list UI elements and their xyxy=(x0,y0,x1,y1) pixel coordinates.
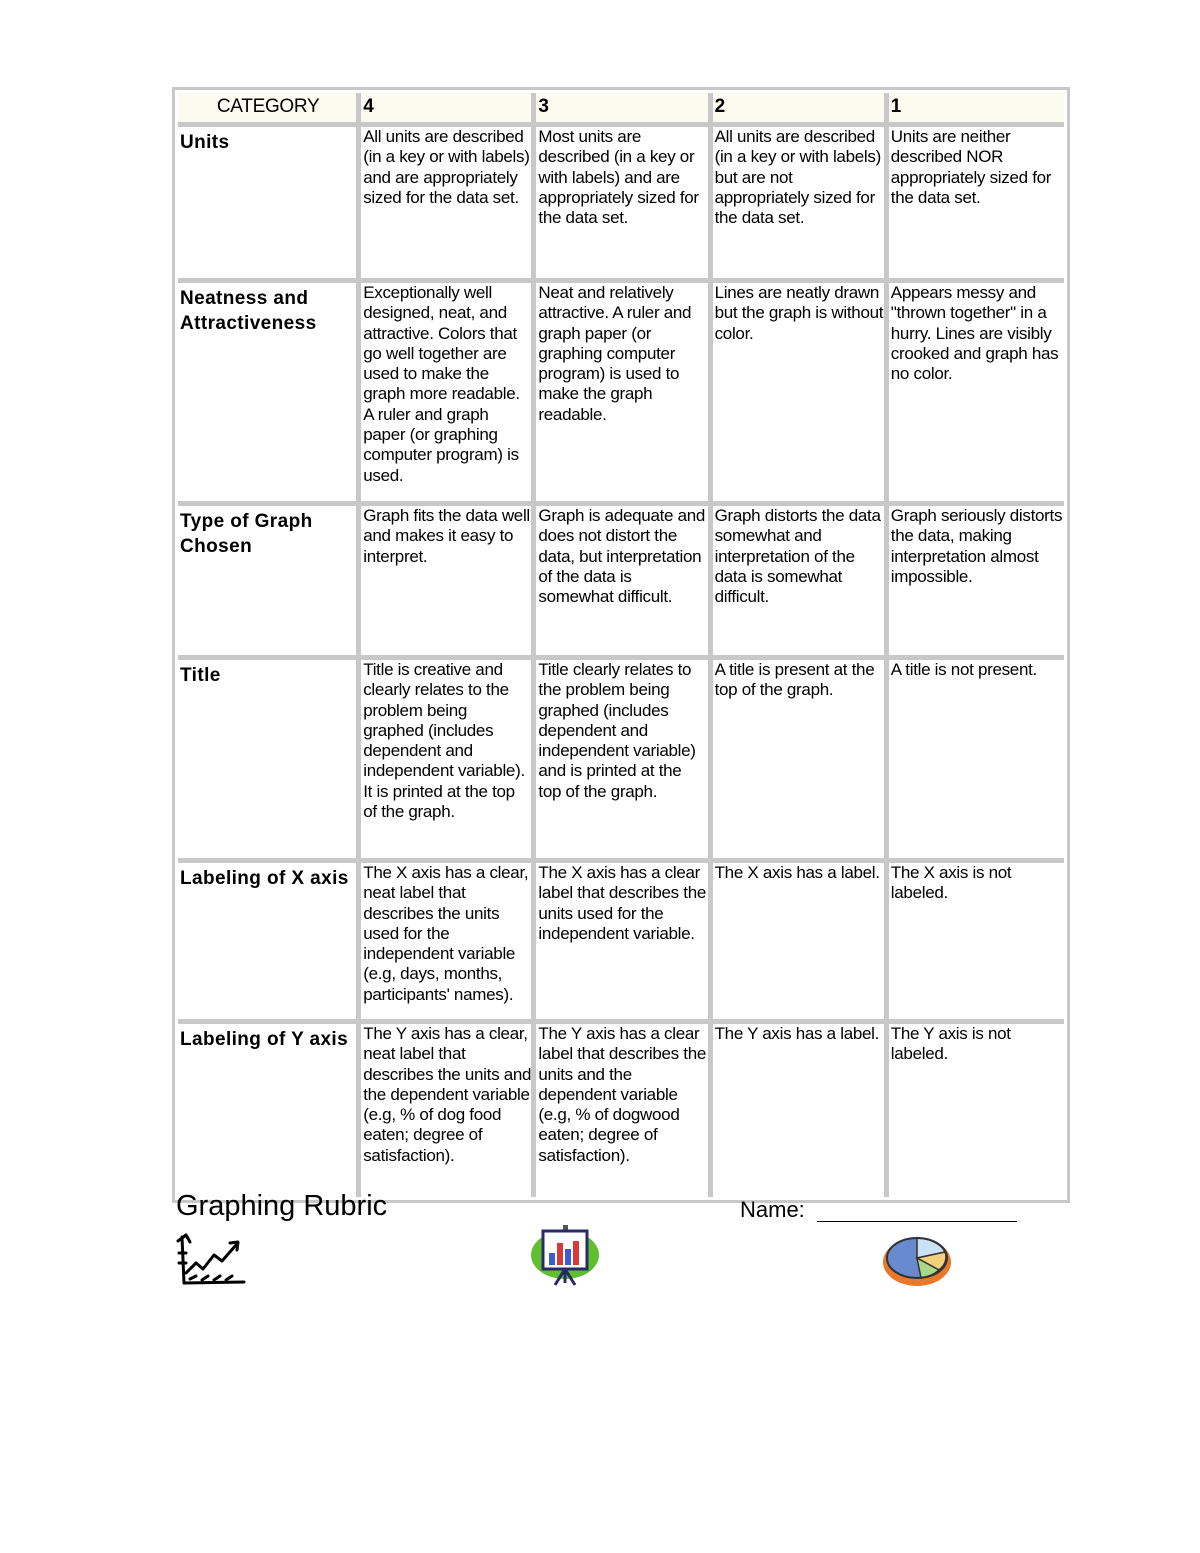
criteria-cell-score-2: All units are described (in a key or with labels) but are not appropriately sized for the data set. xyxy=(713,127,889,283)
criteria-cell-score-1: A title is not present. xyxy=(889,660,1064,863)
pie-chart-icon xyxy=(881,1232,955,1287)
header-score-3: 3 xyxy=(536,93,712,127)
category-cell: Units xyxy=(178,127,361,283)
table-row xyxy=(178,127,1064,283)
header-score-1: 1 xyxy=(889,93,1064,127)
criteria-cell-score-1: Appears messy and "thrown together" in a hurry. Lines are visibly crooked and graph has no color. xyxy=(889,283,1064,506)
criteria-cell-score-1: Graph seriously distorts the data, making interpretation almost impossible. xyxy=(889,506,1064,660)
header-category: CATEGORY xyxy=(178,93,361,127)
criteria-cell-score-2: The Y axis has a label. xyxy=(713,1024,889,1197)
page-title: Graphing Rubric xyxy=(176,1190,388,1222)
table-row xyxy=(178,506,1064,660)
criteria-cell-score-4: The X axis has a clear, neat label that describes the units used for the independent variable (e.g, days, months, participants' names). xyxy=(361,863,536,1024)
criteria-cell-score-4: Title is creative and clearly relates to the problem being graphed (includes dependent and independent variable). It is printed at the top of the graph. xyxy=(361,660,536,863)
category-cell: Title xyxy=(178,660,361,863)
criteria-cell-score-3: Title clearly relates to the problem being graphed (includes dependent and independent variable) and is printed at the top of the graph. xyxy=(536,660,712,863)
table-row xyxy=(178,1024,1064,1197)
criteria-cell-score-3: Graph is adequate and does not distort the data, but interpretation of the data is somewhat difficult. xyxy=(536,506,712,660)
criteria-cell-score-4: The Y axis has a clear, neat label that describes the units and the dependent variable (e.g, % of dog food eaten; degree of satisfaction). xyxy=(361,1024,536,1197)
table-row xyxy=(178,863,1064,1024)
name-label: Name: xyxy=(740,1197,805,1222)
category-cell: Labeling of Y axis xyxy=(178,1024,361,1197)
table-row xyxy=(178,283,1064,506)
presentation-bar-chart-icon xyxy=(529,1223,601,1287)
criteria-cell-score-3: Most units are described (in a key or with labels) and are appropriately sized for the data set. xyxy=(536,127,712,283)
category-cell: Neatness and Attractiveness xyxy=(178,283,361,506)
criteria-cell-score-2: A title is present at the top of the graph. xyxy=(713,660,889,863)
name-blank-line xyxy=(817,1221,1017,1222)
rubric-table-frame xyxy=(172,87,1070,1203)
category-cell: Type of Graph Chosen xyxy=(178,506,361,660)
criteria-cell-score-2: Graph distorts the data somewhat and interpretation of the data is somewhat difficult. xyxy=(713,506,889,660)
criteria-cell-score-1: Units are neither described NOR appropriately sized for the data set. xyxy=(889,127,1064,283)
table-header-row xyxy=(178,93,1064,127)
criteria-cell-score-1: The Y axis is not labeled. xyxy=(890,1024,1011,1064)
criteria-cell-score-3: The X axis has a clear label that describes the units used for the independent variable. xyxy=(536,863,712,1024)
criteria-cell-score-3: The Y axis has a clear label that describes the units and the dependent variable (e.g, % of dogwood eaten; degree of satisfaction). xyxy=(536,1024,712,1197)
rubric-table xyxy=(178,93,1064,1197)
header-score-2: 2 xyxy=(713,93,889,127)
line-graph-sketch-icon xyxy=(176,1233,250,1288)
table-row xyxy=(178,660,1064,863)
header-score-4: 4 xyxy=(361,93,536,127)
criteria-cell-score-2: The X axis has a label. xyxy=(713,863,889,1024)
criteria-cell-score-1: The X axis is not labeled. xyxy=(889,863,1064,1024)
criteria-cell-score-4: Graph fits the data well and makes it easy to interpret. xyxy=(361,506,536,660)
criteria-cell-score-2: Lines are neatly drawn but the graph is without color. xyxy=(713,283,889,506)
criteria-cell-score-3: Neat and relatively attractive. A ruler and graph paper (or graphing computer program) is used to make the graph readable. xyxy=(536,283,712,506)
category-cell: Labeling of X axis xyxy=(178,863,361,1024)
criteria-cell-score-4: All units are described (in a key or with labels) and are appropriately sized for the data set. xyxy=(361,127,536,283)
criteria-cell-score-4: Exceptionally well designed, neat, and attractive. Colors that go well together are used to make the graph more readable. A ruler and graph paper (or graphing computer program) is used. xyxy=(361,283,536,506)
